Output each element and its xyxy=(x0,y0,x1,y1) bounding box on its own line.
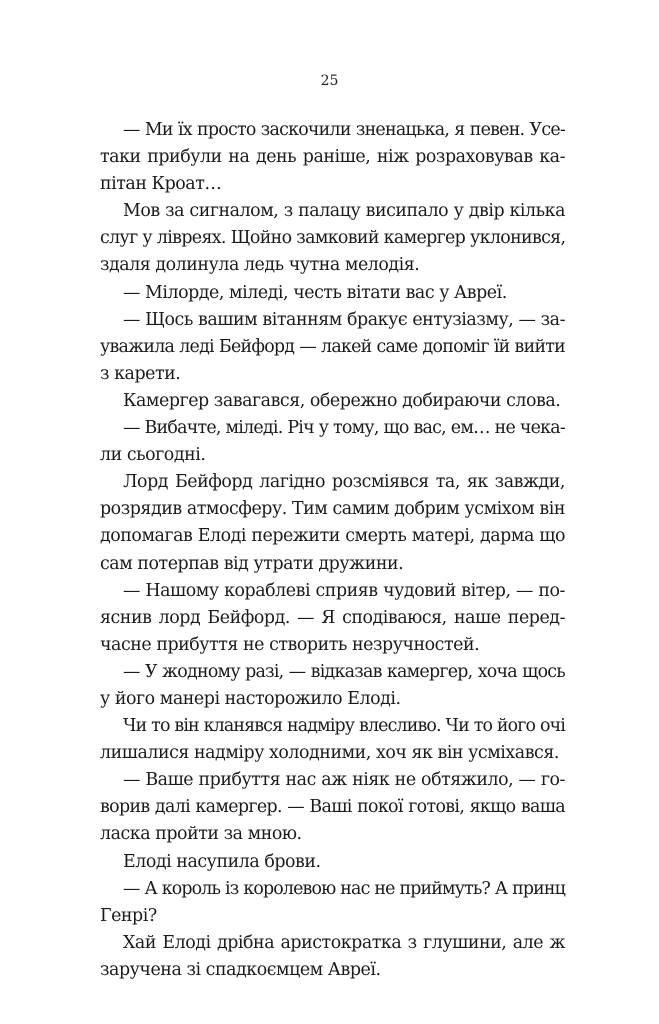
text-line: ласка пройти за мною. xyxy=(100,824,302,845)
text-line: — Вибачте, міледі. Річ у тому, що вас, ем… не чека- xyxy=(123,418,565,439)
text-line: сам потерпав від утрати дружини. xyxy=(100,553,404,574)
text-line: таки прибули на день раніше, ніж розраховував ка- xyxy=(100,147,565,168)
text-line: Хай Елоді дрібна аристократка з глушини, але ж xyxy=(123,932,565,953)
text-line: ворив далі камергер. — Ваші покої готові, якщо ваша xyxy=(100,797,565,818)
text-line: Генрі? xyxy=(100,905,157,926)
text-line: Лорд Бейфорд лагідно розсміявся та, як завжди, xyxy=(123,472,565,493)
text-line: у його манері насторожило Елоді. xyxy=(100,688,401,709)
text-line: слуг у лівреях. Щойно замковий камергер уклонився, xyxy=(100,228,566,249)
text-line: — Ваше прибуття нас аж ніяк не обтяжило, — го- xyxy=(123,770,565,791)
text-line: — Щось вашим вітанням бракує ентузіазму, — за- xyxy=(123,309,565,330)
text-line: яснив лорд Бейфорд. — Я сподіваюся, наше перед- xyxy=(100,607,565,628)
text-line: пітан Кроат… xyxy=(100,174,222,195)
text-line: — Ми їх просто заскочили зненацька, я певен. Усе- xyxy=(123,120,565,140)
text-line: Камергер завагався, обережно добираючи слова. xyxy=(123,390,561,411)
text-line: — Мілорде, міледі, честь вітати вас у Авреї. xyxy=(123,282,507,303)
text-line: Елоді насупила брови. xyxy=(123,851,321,872)
text-line: допомагав Елоді пережити смерть матері, дарма що xyxy=(100,526,565,547)
text-line: — Нашому кораблеві сприяв чудовий вітер, — по- xyxy=(123,580,565,601)
text-line: — А король із королевою нас не приймуть? А принц xyxy=(123,878,565,899)
text-line: здаля долинула ледь чутна мелодія. xyxy=(100,255,420,276)
text-line: з карети. xyxy=(100,363,181,384)
text-line: заручена зі спадкоємцем Авреї. xyxy=(100,959,381,980)
text-line: часне прибуття не створить незручностей. xyxy=(100,634,480,655)
text-line: уважила леді Бейфорд — лакей саме допоміг їй вийти xyxy=(100,336,565,357)
body-text xyxy=(100,117,565,984)
text-line: лишалися надміру холодними, хоч як він усміхався. xyxy=(100,743,559,764)
text-line: — У жодному разі, — відказав камергер, хоча щось xyxy=(123,661,565,682)
text-line: Чи то він кланявся надміру влесливо. Чи то його очі xyxy=(123,716,565,737)
text-line: ли сьогодні. xyxy=(100,445,206,466)
text-line: розрядив атмосферу. Тим самим добрим усміхом він xyxy=(100,499,565,520)
text-line: Мов за сигналом, з палацу висипало у двір кілька xyxy=(123,201,565,222)
page-number: 25 xyxy=(320,73,339,89)
